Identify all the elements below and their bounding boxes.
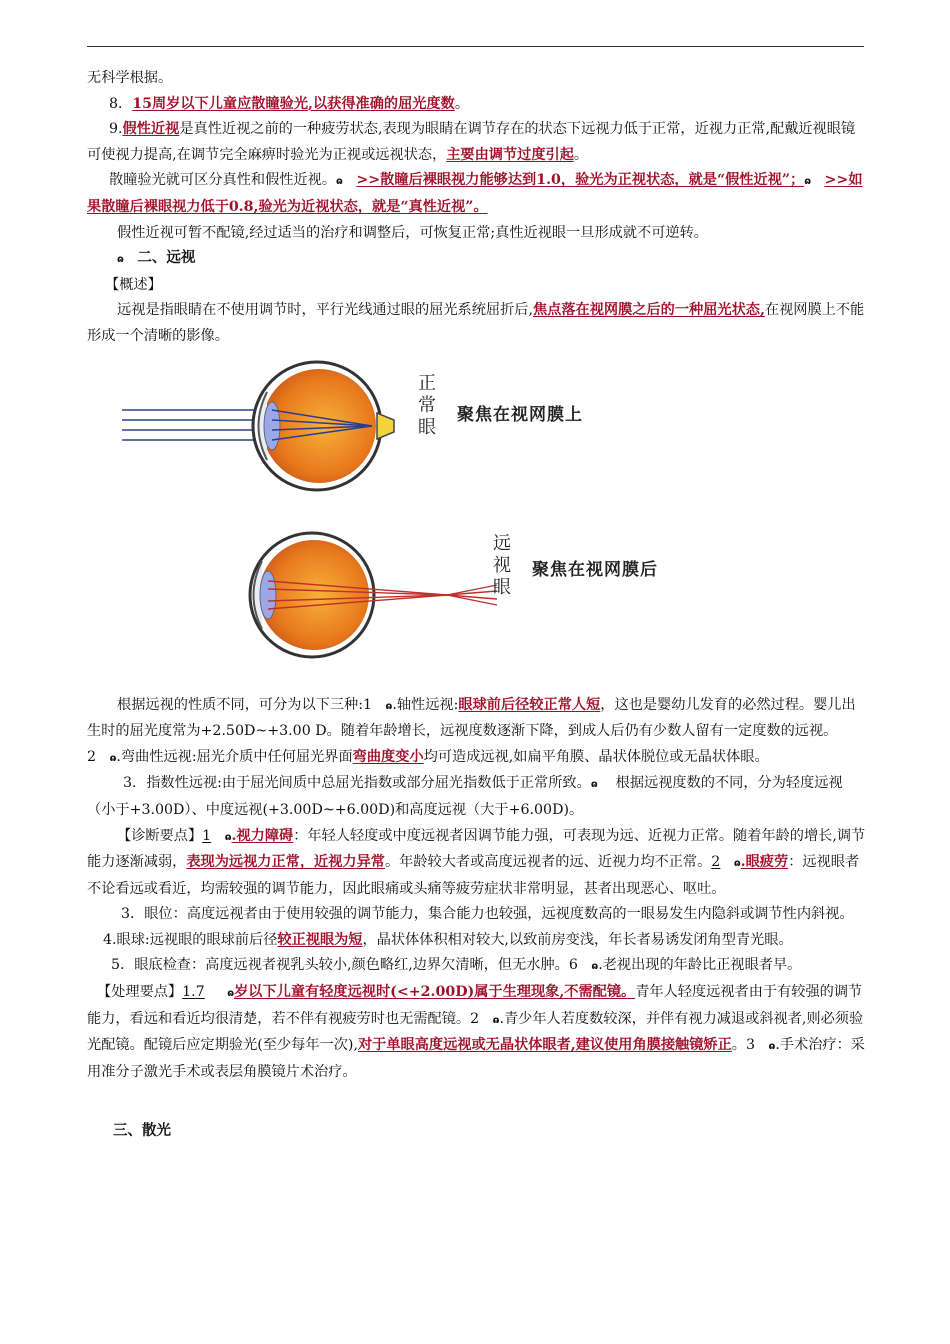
overview-label: 【概述】 — [105, 276, 162, 293]
paragraph-dilation: 散瞳验光就可区分真性和假性近视。ɷ >>散瞳后裸眼视力能够达到1.0，验光为正视状态，就是“假性近视”；ɷ >>如果散瞳后裸眼视力低于0.8,验光为近视状态，就是“真性近视”。 — [87, 172, 863, 215]
paragraph-eyeball: 4.眼球:远视眼的眼球前后径较正视眼为短，晶状体体积相对较大,以致前房变浅，年长者易诱发闭角型青光眼。 — [103, 931, 793, 948]
bullet-glyph: ɷ — [224, 831, 232, 843]
paragraph-eye-position: 3．眼位：高度远视者由于使用较强的调节能力，集合能力也较强，远视度数高的一眼易发生内隐斜或调节性内斜视。 — [121, 906, 854, 923]
bullet-glyph: ɷ — [385, 700, 393, 712]
key-point: 对于单眼高度远视或无晶状体眼者,建议使用角膜接触镜矫正 — [357, 1037, 732, 1054]
paragraph-definition: 远视是指眼睛在不使用调节时，平行光线通过眼的屈光系统屈折后,焦点落在视网膜之后的一种屈光状态,在视网膜上不能形成一个清晰的影像。 — [87, 302, 865, 344]
paragraph-index-hyperopia: 3．指数性远视:由于屈光间质中总屈光指数或部分屈光指数低于正常所致。ɷ 根据远视度数的不同，分为轻度远视（小于+3.00D）、中度远视(+3.00D~+6.00D)和高度远视（大于+6.00D)。 — [87, 775, 843, 818]
bullet-glyph: ɷ — [227, 988, 235, 1000]
document-body — [87, 66, 867, 1145]
bullet-glyph: ɷ — [804, 176, 812, 188]
key-term: .眼疲劳 — [740, 854, 789, 871]
figure-vertical-label: 远 视 眼 — [493, 532, 511, 598]
bullet-glyph: ɷ — [590, 779, 598, 791]
key-point: 焦点落在视网膜之后的一种屈光状态, — [532, 302, 765, 319]
key-point: >>如果散瞳后裸眼视力低于0.8,验光为近视状态，就是“真性近视”。 — [87, 172, 863, 215]
figure-normal-eye — [122, 358, 682, 503]
bullet-glyph: ɷ — [117, 254, 124, 266]
figure-vertical-label: 正 常 眼 — [418, 372, 436, 438]
section-heading-astigmatism: 三、散光 — [113, 1123, 171, 1140]
figure-hyperopic-eye — [122, 523, 682, 673]
figure-caption: 聚焦在视网膜后 — [532, 559, 658, 580]
key-point: 弯曲度变小 — [352, 748, 424, 765]
paragraph-fundus: 5．眼底检查：高度远视者视乳头较小,颜色略红,边界欠清晰，但无水肿。6 ɷ.老视出现的年龄比正视眼者早。 — [111, 957, 802, 974]
key-point: 15周岁以下儿童应散瞳验光,以获得准确的屈光度数 — [132, 95, 455, 112]
bullet-glyph: ɷ — [336, 176, 343, 188]
light-rays — [122, 410, 272, 440]
paragraph-item-8: 8．15周岁以下儿童应散瞳验光,以获得准确的屈光度数。 — [109, 95, 470, 112]
header-rule — [87, 46, 864, 47]
eye-diagram-hyperopia — [122, 523, 682, 673]
section-heading-hyperopia: ɷ 二、远视 — [117, 250, 196, 267]
bullet-glyph: ɷ — [768, 1041, 776, 1053]
key-point: 较正视眼为短 — [277, 931, 363, 948]
bullet-glyph: ɷ — [591, 961, 599, 973]
bullet-glyph: ɷ — [492, 1014, 500, 1026]
bullet-glyph: ɷ — [733, 858, 741, 870]
paragraph-diagnosis: 【诊断要点】1 ɷ.视力障碍：年轻人轻度或中度远视者因调节能力强，可表现为远、近视力正常。随着年龄的增长,调节能力逐渐减弱，表现为远视力正常，近视力异常。年龄较大者或高度远视者的远、近视力均不正常。2 ɷ.眼疲劳：远视眼者不论看远或看近，均需较强的调节能力，因此眼痛或头痛等疲劳症状非常明显，甚者出现恶心、呕吐。 — [87, 827, 866, 897]
figure-caption: 聚焦在视网膜上 — [457, 404, 583, 425]
key-point: 主要由调节过度引起 — [446, 146, 574, 163]
key-point: 岁以下儿童有轻度远视时(<+2.00D)属于生理现象,不需配镜。 — [234, 984, 636, 1001]
paragraph: 假性近视可暂不配镜,经过适当的治疗和调整后，可恢复正常;真性近视眼一旦形成就不可逆转。 — [117, 224, 708, 241]
key-term: 假性近视 — [122, 121, 180, 138]
key-point: 眼球前后径较正常人短 — [458, 696, 601, 713]
paragraph-treatment: 【处理要点】1.7 ɷ岁以下儿童有轻度远视时(<+2.00D)属于生理现象,不需配镜。青年人轻度远视者由于有较强的调节能力，看远和看近均很清楚，若不伴有视疲劳时也无需配镜。2 ɷ.青少年人若度数较深，并伴有视力减退或斜视者,则必须验光配镜。配镜后应定期验光(至少每年一次),对于单眼高度远视或无晶状体眼者,建议使用角膜接触镜矫正。3 ɷ.手术治疗：采用准分子激光手术或表层角膜镜片术治疗。 — [87, 984, 865, 1080]
key-point: >>散瞳后裸眼视力能够达到1.0，验光为正视状态，就是“假性近视”； — [356, 172, 805, 189]
key-point: 表现为远视力正常，近视力异常 — [186, 854, 385, 871]
paragraph: 无科学根据。 — [87, 70, 173, 86]
paragraph-item-9: 9.假性近视是真性近视之前的一种疲劳状态,表现为眼睛在调节存在的状态下远视力低于正常，近视力正常,配戴近视眼镜可使视力提高,在调节完全麻痹时验光为正视或远视状态，主要由调节过度引起。 — [87, 121, 856, 163]
paragraph-types: 根据远视的性质不同，可分为以下三种:1 ɷ.轴性远视:眼球前后径较正常人短，这也是婴幼儿发育的必然过程。婴儿出生时的屈光度常为+2.50D~+3.00 D。随着年龄增长，远视度数逐渐下降，到成人后仍有少数人留有一定度数的远视。2 ɷ.弯曲性远视:屈光介质中任何屈光界面弯曲度变小均可造成远视,如扁平角膜、晶状体脱位或无晶状体眼。 — [87, 696, 856, 765]
bullet-glyph: ɷ — [109, 752, 117, 764]
key-term: .视力障碍 — [231, 827, 294, 844]
eye-diagram-normal — [122, 358, 682, 503]
